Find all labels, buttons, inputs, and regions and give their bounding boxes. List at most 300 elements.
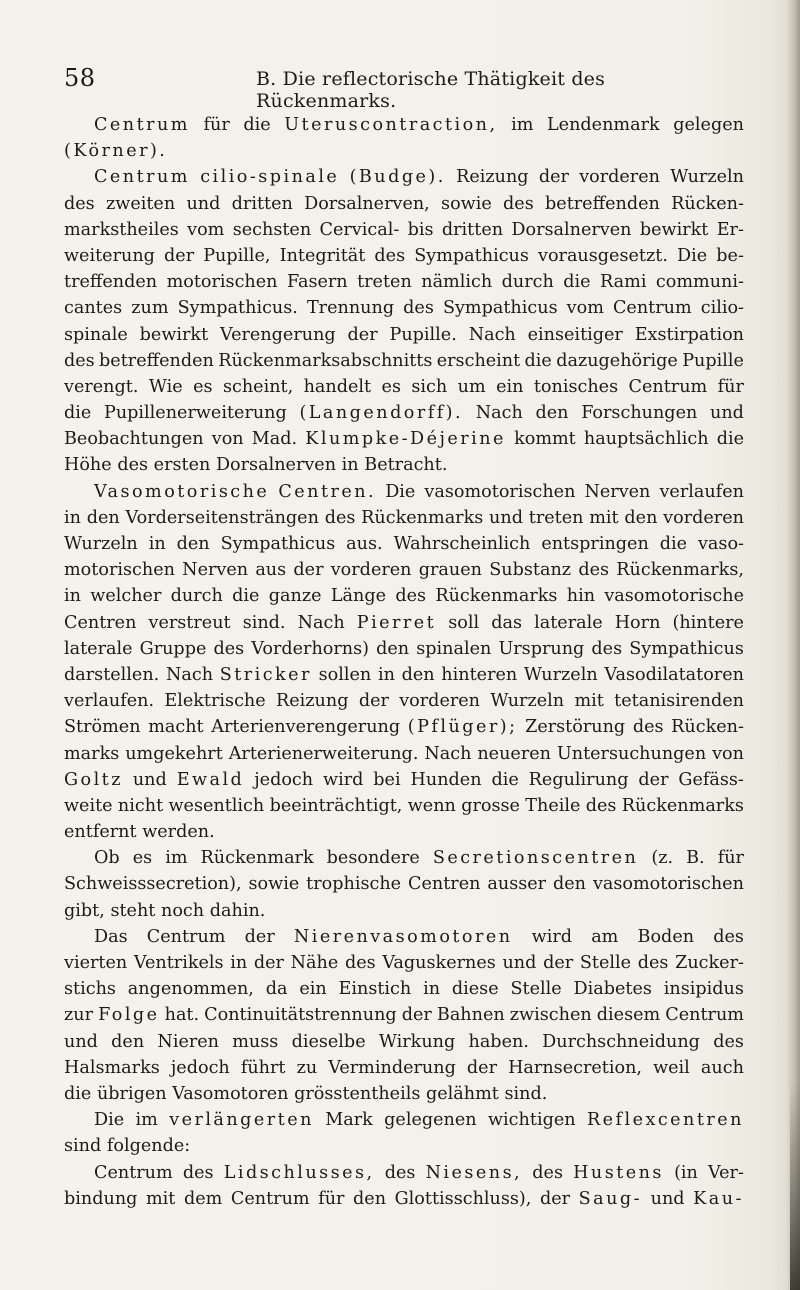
word: Pupille. xyxy=(389,324,457,345)
running-head: B. Die reflectorische Thätigkeit des Rückenmarks. xyxy=(256,68,606,112)
word: die xyxy=(232,586,260,607)
word: Zerstörung xyxy=(525,717,626,738)
text-line xyxy=(64,976,744,1002)
word: Lidschlusses, xyxy=(223,1162,375,1183)
word: vorausgesetzt. xyxy=(538,245,668,266)
word: Lendenmark xyxy=(546,115,660,135)
word: Rückenmarksabschnitts xyxy=(218,350,433,371)
word: zu xyxy=(296,1057,318,1078)
word: Wie xyxy=(148,376,183,397)
word: (Körner). xyxy=(64,141,168,162)
word: im xyxy=(511,115,534,135)
text-line xyxy=(64,741,744,767)
word: Uteruscontraction, xyxy=(284,115,498,135)
word: hauptsächlich xyxy=(583,429,709,450)
word: diesem xyxy=(596,1005,661,1026)
word: jedoch xyxy=(170,1057,230,1078)
word: den xyxy=(376,638,410,659)
word: sich xyxy=(411,376,448,397)
word: des xyxy=(713,1031,744,1052)
word: des xyxy=(591,638,623,659)
word: die xyxy=(491,769,519,790)
word: macht xyxy=(148,717,204,738)
word: von xyxy=(712,743,744,764)
word: Hunden xyxy=(410,769,482,790)
text-line xyxy=(64,1186,744,1212)
text-line xyxy=(64,322,744,348)
word: folgende: xyxy=(106,1136,191,1157)
text-line xyxy=(64,871,744,897)
word: marks xyxy=(64,743,120,764)
word: sollen xyxy=(318,664,372,685)
word: zweiten xyxy=(105,193,176,214)
word: Centrum xyxy=(94,1162,173,1183)
word: Horn xyxy=(614,612,661,633)
word: Regulirung xyxy=(528,769,629,790)
word: Theile xyxy=(525,795,581,816)
word: und xyxy=(650,1188,685,1209)
text-line xyxy=(64,531,744,557)
word: und xyxy=(132,769,167,790)
word: Rückenmarks xyxy=(621,795,744,816)
word: die xyxy=(64,403,92,424)
text-line xyxy=(64,688,744,714)
word: scheint, xyxy=(222,376,294,397)
word: Wurzeln xyxy=(490,691,565,712)
text-line xyxy=(64,505,744,531)
word: sowie xyxy=(248,874,300,895)
word: Rücken- xyxy=(671,193,744,214)
word: des xyxy=(532,1162,563,1183)
word: besondere xyxy=(326,848,420,869)
word: Exstirpation xyxy=(634,324,744,345)
word: der xyxy=(539,1188,571,1209)
word: Glottisschluss), xyxy=(394,1188,532,1209)
word: gelegen xyxy=(673,115,744,135)
word: (Langendorff). xyxy=(299,403,464,424)
word: bindung xyxy=(64,1188,138,1209)
word: Beobachtungen xyxy=(64,429,204,450)
text-line xyxy=(64,662,744,688)
word: Die xyxy=(94,1110,125,1131)
word: Centrum xyxy=(628,376,708,397)
word: vorderen xyxy=(399,691,481,712)
word: Nierenvasomotoren xyxy=(293,926,513,947)
word: mit xyxy=(574,691,604,712)
word: des xyxy=(324,507,356,528)
word: auch xyxy=(700,1057,744,1078)
word: des xyxy=(503,193,534,214)
word: bis xyxy=(407,219,434,240)
word: Dorsalnerven, xyxy=(304,193,430,214)
word: des xyxy=(403,298,434,319)
word: wird xyxy=(531,926,573,947)
text-line xyxy=(64,138,744,164)
word: (in xyxy=(674,1162,698,1183)
word: Vasomotorische xyxy=(94,481,270,502)
text-line xyxy=(64,714,744,740)
word: Rami xyxy=(600,272,647,293)
text-line xyxy=(64,924,744,950)
word: und xyxy=(186,193,221,214)
word: Bahnen xyxy=(436,1005,505,1026)
word: und xyxy=(489,507,523,528)
word: Wahrscheinlich xyxy=(393,534,531,554)
word: handelt xyxy=(303,376,372,397)
word: Mark xyxy=(325,1110,373,1131)
word: Hustens xyxy=(573,1162,664,1183)
word: Untersuchungen xyxy=(556,743,707,764)
word: weite xyxy=(64,795,113,816)
word: ganze xyxy=(268,586,322,607)
word: Pupille, xyxy=(203,245,271,266)
word: vom xyxy=(566,298,604,319)
word: grosse xyxy=(461,795,520,816)
word: führt xyxy=(240,1057,286,1078)
word: dahin. xyxy=(209,900,266,921)
text-line xyxy=(64,452,744,478)
word: cilio- xyxy=(700,298,744,319)
word: Zucker- xyxy=(675,953,744,973)
word: wichtigen xyxy=(488,1110,576,1131)
word: ausser xyxy=(487,874,547,895)
word: ein xyxy=(299,979,327,1000)
word: B. xyxy=(686,848,705,869)
word: Verminderung xyxy=(328,1057,456,1078)
word: Mad. xyxy=(251,429,298,450)
word: zur xyxy=(64,1005,94,1026)
word: treten xyxy=(528,507,584,528)
word: Gefäss- xyxy=(678,769,744,790)
word: in xyxy=(148,534,166,554)
word: Durchschneidung xyxy=(542,1031,700,1052)
word: vierten xyxy=(64,953,128,973)
word: Vasomotoren xyxy=(172,1083,289,1104)
word: Niesens, xyxy=(425,1162,523,1183)
word: Centrum xyxy=(612,298,692,319)
word: Elektrische xyxy=(164,691,266,712)
word: sind. xyxy=(242,612,286,633)
body-text xyxy=(64,112,744,1212)
word: bewirkt xyxy=(139,324,209,345)
word: wird xyxy=(323,769,364,790)
word: ersten xyxy=(153,455,211,476)
text-line xyxy=(64,845,744,871)
word: zum xyxy=(131,298,169,319)
text-line xyxy=(64,1081,744,1107)
word: Centren. xyxy=(278,481,377,502)
word: dem xyxy=(183,1188,223,1209)
text-line xyxy=(64,243,744,269)
word: der xyxy=(244,926,275,947)
word: nicht xyxy=(117,795,164,816)
word: communi- xyxy=(655,272,744,293)
word: entspringen xyxy=(541,534,649,554)
word: den xyxy=(624,507,658,528)
word: Rückenmarks xyxy=(361,507,484,528)
text-line xyxy=(64,374,744,400)
word: verlaufen xyxy=(659,481,744,502)
word: Das xyxy=(94,926,128,947)
word: im xyxy=(165,848,188,869)
word: für xyxy=(717,376,744,397)
word: Centren xyxy=(64,612,137,633)
text-line xyxy=(64,898,744,924)
text-line xyxy=(64,1029,744,1055)
word: bei xyxy=(373,769,401,790)
word: um xyxy=(457,376,486,397)
word: (hintere xyxy=(672,612,744,633)
word: Dorsalnerven xyxy=(511,219,632,240)
word: der xyxy=(466,1057,498,1078)
word: Kau- xyxy=(693,1188,744,1209)
word: Stelle xyxy=(510,979,562,1000)
word: in xyxy=(64,507,81,528)
word: die xyxy=(524,350,552,371)
word: mit xyxy=(146,1188,176,1209)
word: Betracht. xyxy=(364,455,448,476)
word: Vasodilatatoren xyxy=(604,664,744,685)
word: vorderen xyxy=(330,560,412,581)
word: (z. xyxy=(651,848,674,869)
word: Integrität xyxy=(279,245,366,266)
word: dritten xyxy=(441,219,504,240)
word: Ver- xyxy=(708,1162,744,1183)
word: Folge xyxy=(98,1005,160,1026)
word: Centrum xyxy=(665,1005,744,1026)
word: Centrum xyxy=(230,1188,310,1209)
word: es xyxy=(381,376,401,397)
word: verengt. xyxy=(64,376,139,397)
text-line xyxy=(64,269,744,295)
word: werden. xyxy=(142,822,215,843)
word: Diabetes xyxy=(573,979,652,1000)
word: den xyxy=(353,1188,387,1209)
word: Die xyxy=(385,481,416,502)
word: der xyxy=(401,1005,432,1026)
word: hat. xyxy=(164,1005,200,1026)
word: gibt, xyxy=(64,900,105,921)
word: der xyxy=(253,953,284,973)
word: Dorsalnerven xyxy=(215,455,337,476)
word: Rücken- xyxy=(671,717,744,738)
word: Nieren xyxy=(157,1031,220,1052)
word: markstheiles xyxy=(64,219,179,240)
word: Wurzeln xyxy=(523,664,598,685)
text-line xyxy=(64,295,744,321)
word: der xyxy=(347,324,378,345)
word: Nähe xyxy=(290,953,339,973)
word: Ewald xyxy=(176,769,245,790)
word: Pierret xyxy=(356,612,437,633)
word: es xyxy=(132,848,153,869)
text-line xyxy=(64,164,744,190)
word: am xyxy=(591,926,619,947)
word: umgekehrt xyxy=(125,743,223,764)
word: des xyxy=(632,717,664,738)
word: Substanz xyxy=(489,560,572,581)
word: stichs xyxy=(64,979,116,1000)
word: Strömen xyxy=(64,717,141,738)
word: trophische xyxy=(306,874,402,895)
word: Continuitätstrennung xyxy=(204,1005,397,1026)
word: Nerven xyxy=(584,481,651,502)
word: für xyxy=(318,1188,345,1209)
word: für xyxy=(717,848,744,869)
word: vasomotorischen xyxy=(424,481,576,502)
word: Saug- xyxy=(578,1188,643,1209)
word: Stricker xyxy=(219,664,312,685)
word: tonisches xyxy=(533,376,619,397)
word: Nach xyxy=(424,743,472,764)
word: Reflexcentren xyxy=(586,1110,744,1131)
word: der xyxy=(293,560,324,581)
word: übrigen xyxy=(96,1083,167,1104)
word: den xyxy=(86,507,120,528)
word: treffenden xyxy=(64,272,158,293)
word: die xyxy=(64,1083,92,1104)
word: aus. xyxy=(346,534,383,554)
text-line xyxy=(64,950,744,976)
word: diese xyxy=(451,979,499,1000)
word: beeinträchtigt, xyxy=(269,795,403,816)
word: des xyxy=(374,245,406,266)
word: motorischen xyxy=(64,560,175,581)
word: tetanisirenden xyxy=(614,691,744,712)
word: Nach xyxy=(297,612,345,633)
word: die xyxy=(716,429,744,450)
word: insipidus xyxy=(663,979,744,1000)
text-line xyxy=(64,557,744,583)
word: Pupillenerweiterung xyxy=(103,403,287,424)
word: Nach xyxy=(165,664,214,685)
word: bewirkt xyxy=(639,219,709,240)
word: dazugehörige xyxy=(556,350,678,371)
word: muss xyxy=(232,1031,279,1052)
word: Ursprung xyxy=(498,638,585,659)
word: des xyxy=(182,1162,214,1183)
word: weil xyxy=(653,1057,690,1078)
word: Centrum xyxy=(94,115,190,135)
word: und xyxy=(64,1031,98,1052)
word: verlängerten xyxy=(169,1110,314,1131)
word: Sympathicus xyxy=(414,245,529,266)
word: des xyxy=(64,350,95,371)
word: vorderen xyxy=(663,507,744,528)
word: be- xyxy=(716,245,744,266)
word: und xyxy=(502,953,537,973)
word: Centrum xyxy=(146,926,226,947)
word: Nerven xyxy=(182,560,249,581)
word: wenn xyxy=(407,795,456,816)
word: des xyxy=(117,455,149,476)
word: Gruppe xyxy=(139,638,207,659)
word: vorderen xyxy=(579,167,660,188)
word: Reizung xyxy=(276,691,349,712)
text-line xyxy=(64,1160,744,1186)
word: Trennung xyxy=(306,298,395,319)
word: spinalen xyxy=(416,638,492,659)
word: noch xyxy=(161,900,205,921)
word: den xyxy=(176,534,210,554)
text-line xyxy=(64,348,744,374)
text-line xyxy=(64,636,744,662)
word: Sympathicus. xyxy=(177,298,298,319)
word: dieselbe xyxy=(291,1031,366,1052)
word: betreffenden xyxy=(545,193,660,214)
word: durch xyxy=(501,272,554,293)
text-line xyxy=(64,767,744,793)
word: (Pflüger); xyxy=(407,717,518,738)
word: zwischen xyxy=(509,1005,592,1026)
word: Cervical- xyxy=(319,219,400,240)
word: wesentlich xyxy=(168,795,265,816)
word: aus xyxy=(255,560,287,581)
word: entfernt xyxy=(64,822,137,843)
word: ein xyxy=(496,376,524,397)
word: Sympathicus xyxy=(629,638,744,659)
word: der xyxy=(164,245,195,266)
word: Die xyxy=(677,245,708,266)
word: in xyxy=(230,953,248,973)
word: verstreut xyxy=(148,612,231,633)
word: hin xyxy=(566,586,596,607)
word: motorischen xyxy=(166,272,278,293)
word: die xyxy=(659,534,688,554)
word: Secretionscentren xyxy=(432,848,639,869)
word: des xyxy=(637,953,669,973)
word: es xyxy=(193,376,213,397)
word: des xyxy=(64,193,95,214)
word: Länge xyxy=(330,586,387,607)
text-line xyxy=(64,610,744,636)
word: grösstentheils xyxy=(294,1083,421,1104)
word: einseitiger xyxy=(527,324,623,345)
word: des xyxy=(213,638,245,659)
word: von xyxy=(211,429,244,450)
text-line xyxy=(64,793,744,819)
word: des xyxy=(713,926,744,947)
word: laterale xyxy=(534,612,603,633)
word: Einstich xyxy=(338,979,412,1000)
text-line xyxy=(64,112,744,138)
word: Centrum xyxy=(94,167,190,188)
word: vasomotorische xyxy=(604,586,744,607)
word: durch xyxy=(170,586,223,607)
word: Halsmarks xyxy=(64,1057,160,1078)
word: Nach xyxy=(475,403,523,424)
word: vasomotorischen xyxy=(592,874,744,895)
word: Arterienerweiterung. xyxy=(228,743,419,764)
word: Rückenmarks xyxy=(435,586,558,607)
word: den xyxy=(401,664,435,685)
word: Reizung xyxy=(456,167,529,188)
text-line xyxy=(64,1002,744,1028)
word: (Budge). xyxy=(349,167,446,188)
word: cantes xyxy=(64,298,123,319)
word: Klumpke-Déjerine xyxy=(305,429,506,450)
word: gelähmt xyxy=(425,1083,499,1104)
word: vaso- xyxy=(697,534,744,554)
word: laterale xyxy=(64,638,133,659)
word: weiterung xyxy=(64,245,155,266)
word: soll xyxy=(448,612,480,633)
word: Höhe xyxy=(64,455,112,476)
word: Centren xyxy=(408,874,481,895)
word: in xyxy=(64,586,81,607)
word: den xyxy=(111,1031,145,1052)
word: darstellen. xyxy=(64,664,160,685)
